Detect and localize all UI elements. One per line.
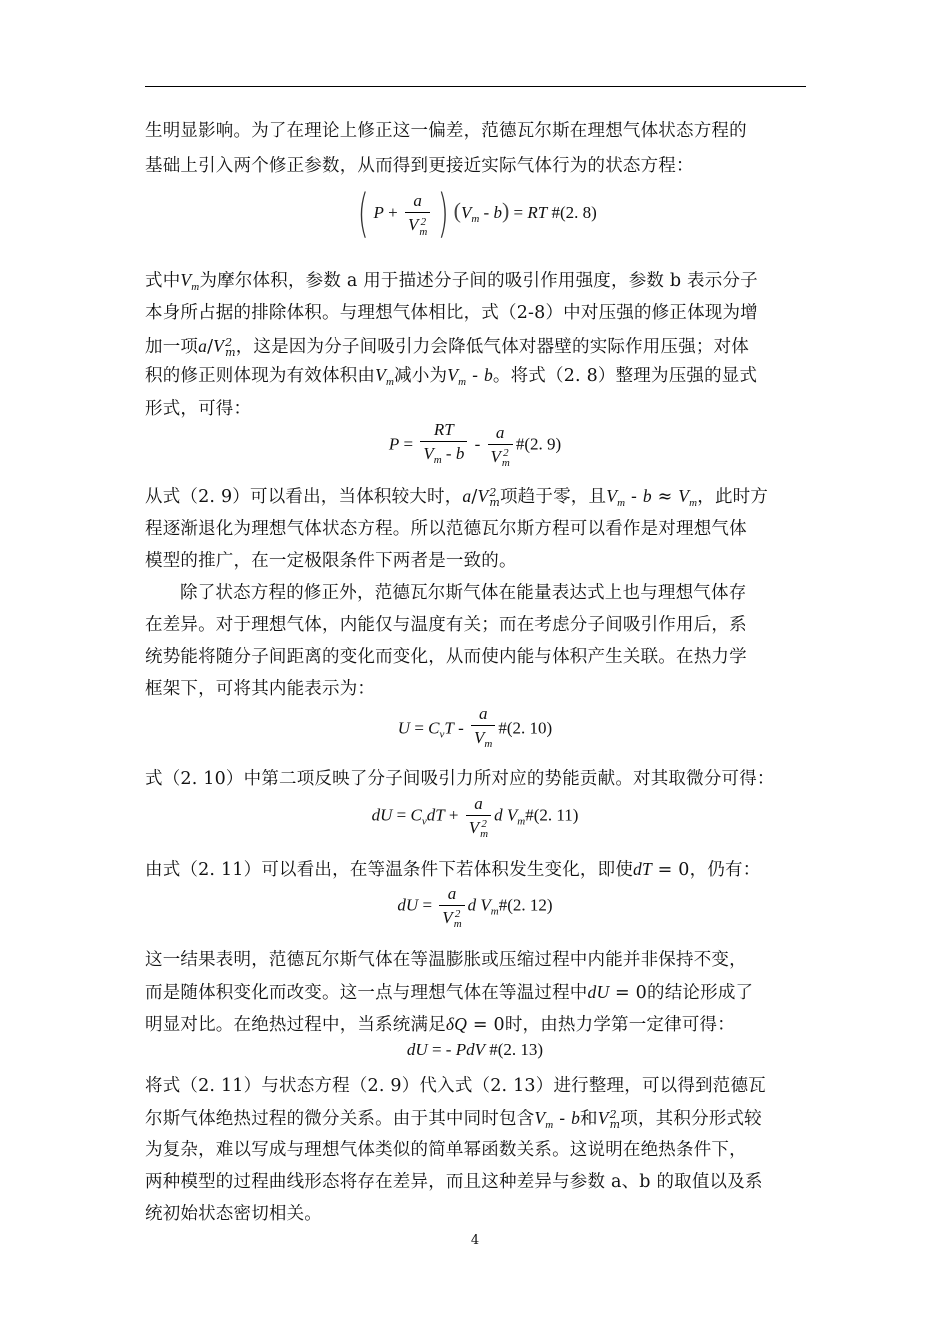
equation-tag: #(2. 9) [515,434,562,454]
text-line: 框架下，可将其内能表示为： [145,679,376,699]
text-line: 为复杂，难以写成与理想气体类似的简单幂函数关系。这说明在绝热条件下， [145,1140,747,1160]
text-line: 本身所占据的排除体积。与理想气体相比，式（2-8）中对压强的修正体现为增 [145,303,758,323]
equation-2-11: dU = $C_vdT$ + a V 2 m d $V_m\#(2$. 11) [371,794,579,841]
equation-tag: #(2. 10) [498,718,553,738]
text-line: 统势能将随分子间距离的变化而变化，从而使内能与体积产生关联。在热力学 [145,647,747,667]
text-line: 明显对比。在绝热过程中，当系统满足δQ = 0时，由热力学第一定律可得： [145,1014,735,1035]
equation-tag: #(2. 11) [525,805,579,825]
text-line: 在差异。对于理想气体，内能仅与温度有关；而在考虑分子间吸引作用后，系 [145,615,747,635]
text-line: 基础上引入两个修正参数，从而得到更接近实际气体行为的状态方程： [145,156,694,176]
equation-2-9: P = $\frac{RT}{V_m - b}$ - a V 2 m #(2. 9) [388,420,562,470]
text-line: 加一项a/V 2 m ，这是因为分子间吸引力会降低气体对器壁的实际作用压强；对体 [145,335,750,359]
text-line: 将式（2. 11）与状态方程（2. 9）代入式（2. 13）进行整理，可以得到范德瓦 [145,1076,766,1096]
text-line: 式中$V_m$为摩尔体积，参数 a 用于描述分子间的吸引作用强度，参数 b 表示分子 [145,270,758,293]
text-line: 这一结果表明，范德瓦尔斯气体在等温膨胀或压缩过程中内能并非保持不变， [145,950,747,970]
equation-2-12: dU = a V 2 m d $V_m\#(2$. 12) [397,884,553,931]
text-line: 形式，可得： [145,399,252,419]
equation-tag: #(2. 13) [489,1040,544,1059]
text-line: 式（2. 10）中第二项反映了分子间吸引力所对应的势能贡献。对其取微分可得： [145,769,775,789]
text-line: 除了状态方程的修正外，范德瓦尔斯气体在能量表达式上也与理想气体存 [180,583,747,603]
equation-tag: #(2. 12) [498,895,553,915]
text-line: 由式（2. 11）可以看出，在等温条件下若体积发生变化，即使dT = 0，仍有： [145,859,761,880]
text-line: 程逐渐退化为理想气体状态方程。所以范德瓦尔斯方程可以看作是对理想气体 [145,519,747,539]
header-rule [145,86,806,87]
text-line: 积的修正则体现为有效体积由$V_m$减小为$V_m$ - b。将式（2. 8）整理为压强的显式 [145,365,758,388]
page-number: 4 [470,1233,480,1248]
equation-2-8: ( P + a V 2 m ) $(V_m - b)$ = RT #(2. 8) [357,184,597,244]
text-line: 生明显影响。为了在理论上修正这一偏差，范德瓦尔斯在理想气体状态方程的 [145,121,747,141]
text-line: 两种模型的过程曲线形态将存在差异，而且这种差异与参数 a、b 的取值以及系 [145,1172,763,1192]
text-line: 而是随体积变化而改变。这一点与理想气体在等温过程中dU = 0的结论形成了 [145,982,754,1003]
text-line: 从式（2. 9）可以看出，当体积较大时，a/V 2 m 项趋于零，且$V_m - b \approx V_m$，此时方 [145,485,769,509]
text-line: 统初始状态密切相关。 [145,1204,322,1224]
equation-tag: #(2. 8) [551,202,597,222]
text-line: 模型的推广，在一定极限条件下两者是一致的。 [145,551,517,571]
equation-2-10: $U = C_vT$ - $\frac{a}{V_m}$ #(2. 10) [397,704,553,750]
equation-2-13: dU = - PdV #(2. 13) [406,1040,544,1059]
text-line: 尔斯气体绝热过程的微分关系。由于其中同时包含$V_m$ - b和V 2 m 项，其积分形式较 [145,1107,762,1131]
